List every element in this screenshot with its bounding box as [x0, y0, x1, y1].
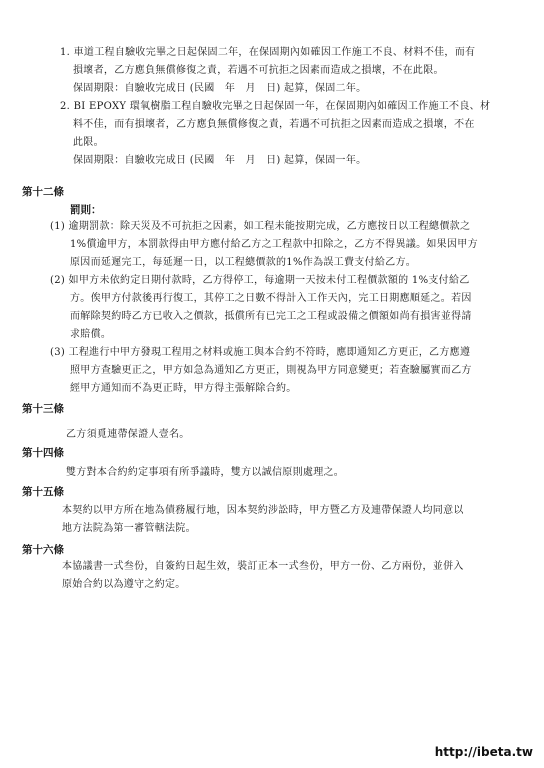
article-15-title: 第十五條 — [22, 486, 64, 498]
article-15-line-2: 地方法院為第一審管轄法院。 — [62, 523, 196, 534]
article-13-text: 乙方須覓連帶保證人壹名。 — [66, 429, 190, 440]
article-13-title: 第十三條 — [22, 403, 64, 415]
warranty-item-2-line-2: 料不佳，而有損壞者，乙方應負無償修復之責，若遇不可抗拒之因素而造成之損壞，不在 — [73, 119, 475, 130]
penalty-item-3-line-3: 經甲方通知而不為更正時，甲方得主張解除合約。 — [70, 383, 297, 394]
penalty-item-3-line-2: 照甲方查驗更正之，甲方如急為通知乙方更正，則視為甲方同意變更；若查驗屬實而乙方 — [70, 365, 472, 376]
penalty-item-3-line-1: (3) 工程進行中甲方發現工程用之材料或施工與本合約不符時，應即通知乙方更正，乙方應遵 — [50, 347, 471, 358]
article-15-line-1: 本契約以甲方所在地為債務履行地，因本契約涉訟時，甲方暨乙方及連帶保證人均同意以 — [62, 505, 464, 516]
warranty-item-2-line-3: 此限。 — [73, 137, 104, 148]
penalty-item-2-line-2: 方。俟甲方付款後再行復工，其停工之日數不得計入工作天內，完工日期應順延之。若因 — [70, 293, 472, 304]
article-14-text: 雙方對本合約約定事項有所爭議時，雙方以誠信原則處理之。 — [66, 467, 345, 478]
penalty-item-1-line-1: (1) 逾期罰款：除天災及不可抗拒之因素，如工程未能按期完成，乙方應按日以工程總價款之 — [50, 221, 471, 232]
article-16-title: 第十六條 — [22, 544, 64, 556]
warranty-item-2-line-1: 2. BI EPOXY 環氧樹脂工程自驗收完畢之日起保固一年，在保固期內如確因工作施工不良、材 — [60, 101, 491, 112]
penalty-item-2-line-1: (2) 如甲方未依約定日期付款時，乙方得停工，每逾期一天按未付工程價款額的 1%支付給乙 — [50, 275, 470, 286]
warranty-item-1-period: 保固期限：自驗收完成日 (民國 年 月 日) 起算，保固二年。 — [73, 83, 367, 94]
penalty-item-2-line-4: 求賠償。 — [70, 329, 112, 340]
article-16-line-2: 原始合約以為遵守之約定。 — [62, 579, 186, 590]
warranty-item-1-line-1: 1. 車道工程自驗收完畢之日起保固二年，在保固期內如確因工作施工不良、材料不佳，而有 — [60, 47, 476, 58]
article-12-title: 第十二條 — [22, 186, 64, 198]
warranty-item-2-period: 保固期限：自驗收完成日 (民國 年 月 日) 起算，保固一年。 — [73, 155, 367, 166]
article-14-title: 第十四條 — [22, 447, 64, 459]
penalty-heading: 罰則： — [70, 204, 102, 216]
penalty-item-1-line-2: 1%償逾甲方，本罰款得由甲方應付給乙方之工程款中扣除之，乙方不得異議。如果因甲方 — [70, 239, 478, 250]
article-16-line-1: 本協議書一式叁份，自簽約日起生效，裝訂正本一式叁份，甲方一份、乙方兩份，並併入 — [62, 561, 464, 572]
penalty-item-1-line-3: 原因而延遲完工，每延遲一日，以工程總價款的1%作為誤工費支付給乙方。 — [70, 257, 417, 268]
warranty-item-1-line-2: 損壞者，乙方應負無償修復之責，若遇不可抗拒之因素而造成之損壞，不在此限。 — [73, 65, 444, 76]
watermark-url: http://ibeta.tw — [432, 744, 536, 760]
penalty-item-2-line-3: 而解除契約時乙方已收入之價款，抵償所有已完工之工程或設備之價額如尚有損害並得請 — [70, 311, 472, 322]
